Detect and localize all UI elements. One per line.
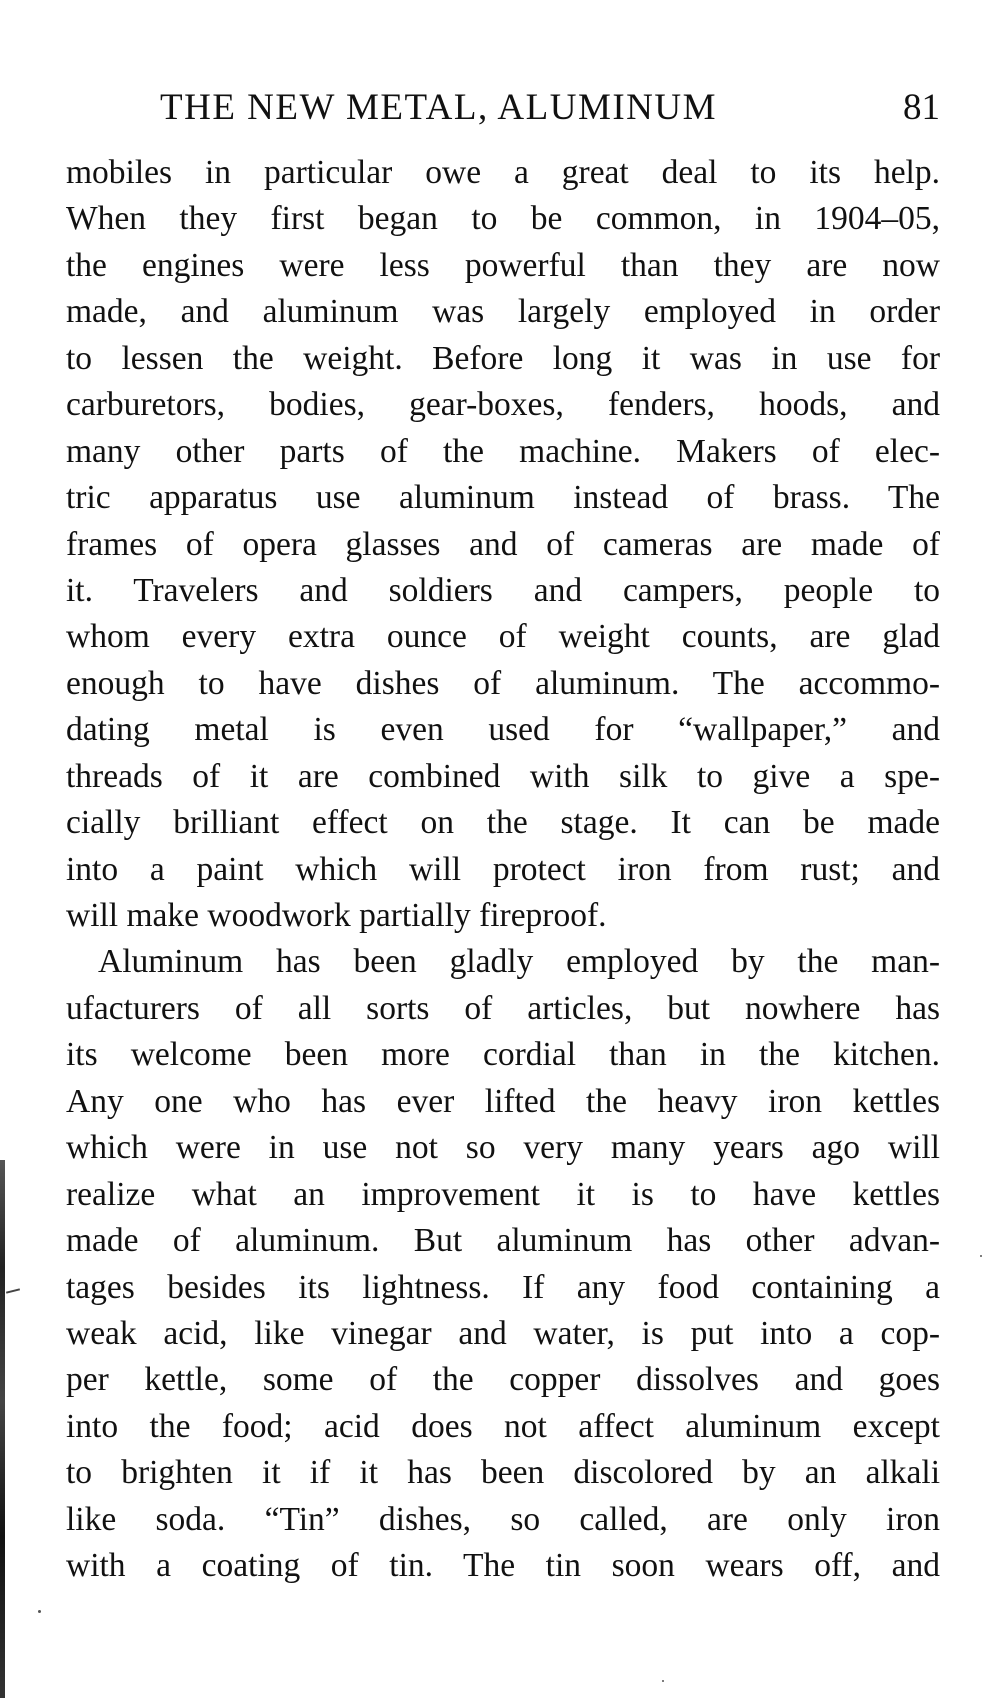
text-line: frames of opera glasses and of cameras are made of bbox=[66, 525, 940, 563]
text-line: its welcome been more cordial than in the kitchen. bbox=[66, 1036, 940, 1074]
text-line: like soda. “Tin” dishes, so called, are only iron bbox=[66, 1500, 940, 1538]
page-number: 81 bbox=[903, 87, 940, 128]
text-line: made of aluminum. But aluminum has other advan- bbox=[66, 1222, 940, 1260]
text-line: tric apparatus use aluminum instead of brass. The bbox=[66, 479, 940, 517]
text-line: with a coating of tin. The tin soon wears off, and bbox=[66, 1547, 940, 1585]
body-text bbox=[66, 150, 940, 1590]
text-line: many other parts of the machine. Makers of elec- bbox=[66, 432, 940, 470]
text-line: the engines were less powerful than they are now bbox=[66, 246, 940, 284]
text-line: enough to have dishes of aluminum. The accommo- bbox=[66, 664, 940, 702]
paragraph-start-line: Aluminum has been gladly employed by the man- bbox=[98, 943, 940, 981]
text-line: it. Travelers and soldiers and campers, people to bbox=[66, 571, 940, 609]
text-line: tages besides its lightness. If any food containing a bbox=[66, 1268, 940, 1306]
text-line: ufacturers of all sorts of articles, but nowhere has bbox=[66, 989, 940, 1027]
scan-speck bbox=[980, 1255, 982, 1257]
text-line: weak acid, like vinegar and water, is put into a cop- bbox=[66, 1314, 940, 1352]
text-line: cially brilliant effect on the stage. It can be made bbox=[66, 804, 940, 842]
text-line: into the food; acid does not affect aluminum except bbox=[66, 1407, 940, 1445]
text-line: made, and aluminum was largely employed in order bbox=[66, 293, 940, 331]
text-line: mobiles in particular owe a great deal to its help. bbox=[66, 154, 940, 191]
scan-mark bbox=[6, 1288, 20, 1293]
text-line: threads of it are combined with silk to give a spe- bbox=[66, 757, 940, 795]
text-line: per kettle, some of the copper dissolves and goes bbox=[66, 1361, 940, 1399]
text-line: will make woodwork partially fireproof. bbox=[66, 897, 607, 934]
text-line: carburetors, bodies, gear-boxes, fenders, hoods, and bbox=[66, 386, 940, 424]
scan-speck bbox=[662, 1680, 664, 1682]
text-line: which were in use not so very many years ago will bbox=[66, 1129, 940, 1167]
text-line: Any one who has ever lifted the heavy iron kettles bbox=[66, 1082, 940, 1120]
text-line: realize what an improvement it is to have kettles bbox=[66, 1175, 940, 1213]
text-line: into a paint which will protect iron from rust; and bbox=[66, 850, 940, 888]
scan-page-edge bbox=[0, 1160, 5, 1698]
text-line: whom every extra ounce of weight counts, are glad bbox=[66, 618, 940, 656]
text-line: to lessen the weight. Before long it was in use for bbox=[66, 339, 940, 377]
running-head bbox=[0, 86, 940, 132]
text-line: When they first began to be common, in 1904–05, bbox=[66, 200, 940, 238]
scan-speck bbox=[38, 1610, 41, 1613]
text-line: dating metal is even used for “wallpaper,” and bbox=[66, 711, 940, 749]
running-title: THE NEW METAL, ALUMINUM bbox=[160, 87, 718, 128]
text-line: to brighten it if it has been discolored by an alkali bbox=[66, 1454, 940, 1492]
